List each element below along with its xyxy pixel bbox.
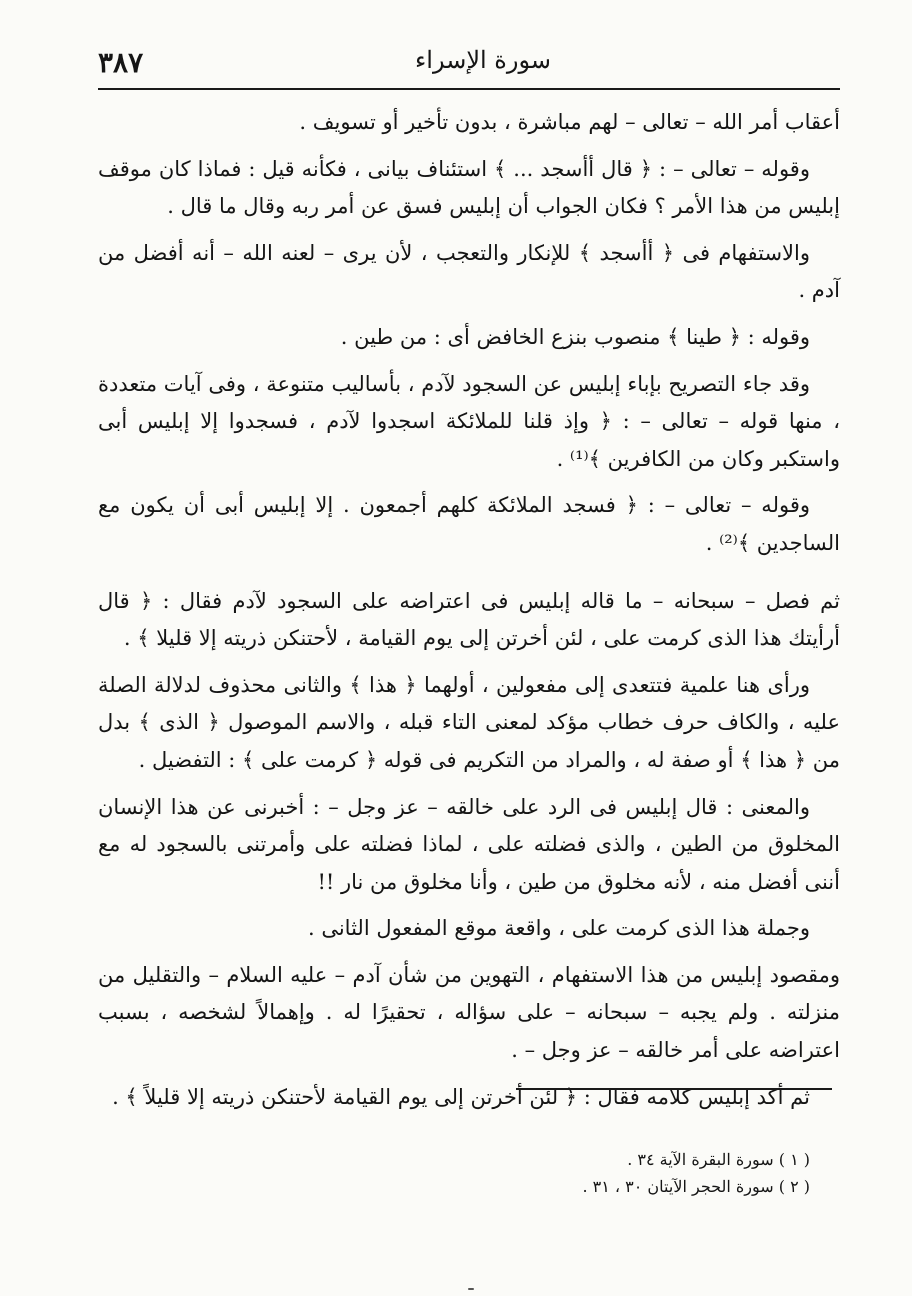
paragraph: أعقاب أمر الله – تعالى – لهم مباشرة ، بدون تأخير أو تسويف . — [299, 110, 840, 134]
page-number: ٣٨٧ — [98, 46, 144, 79]
paragraph: وقوله : ﴿ طينا ﴾ منصوب بنزع الخافض أى : من طين . — [340, 324, 810, 349]
footnote: ( ١ ) سورة البقرة الآية ٣٤ . — [627, 1150, 810, 1169]
body-text — [98, 104, 840, 1125]
paragraph: ثم فصل – سبحانه – ما قاله إبليس فى اعتراضه على السجود لآدم فقال : ﴿ قال أرأيتك هذا الذى كرمت على ، لئن أخرتن إلى يوم القيامة ، لأحتنكن ذريته إلا قليلا ﴾ . — [98, 588, 840, 651]
paragraph: ورأى هنا علمية فتتعدى إلى مفعولين ، أولهما ﴿ هذا ﴾ والثانى محذوف لدلالة الصلة عليه ، والكاف حرف خطاب مؤكد لمعنى التاء قبله ، والاسم الموصول ﴿ الذى ﴾ بدل من ﴿ هذا ﴾ أو صفة له ، والمراد من التكريم فى قوله ﴿ كرمت على ﴾ : التفضيل . — [98, 672, 840, 772]
paragraph: وجملة هذا الذى كرمت على ، واقعة موقع المفعول الثانى . — [307, 916, 810, 941]
footnote-divider — [516, 1088, 832, 1090]
print-speck — [468, 1288, 474, 1290]
paragraph: وقوله – تعالى – : ﴿ قال أأسجد ... ﴾ استئناف بيانى ، فكأنه قيل : فماذا كان موقف إبليس من هذا الأمر ؟ فكان الجواب أن إبليس فسق عن أمر ربه وقال ما قال . — [98, 156, 840, 219]
paragraph: والمعنى : قال إبليس فى الرد على خالقه – عز وجل – : أخبرنى عن هذا الإنسان المخلوق من الطين ، والذى فضلته على ، لماذا فضلته على وأمرتنى بالسجود له مع أننى أفضل منه ، لأنه مخلوق من طين ، وأنا مخلوق من نار !! — [98, 794, 840, 894]
page-header — [98, 38, 840, 90]
footnotes — [460, 1146, 810, 1200]
paragraph: ثم أكد إبليس كلامه فقال : ﴿ لئن أخرتن إلى يوم القيامة لأحتنكن ذريته إلا قليلاً ﴾ . — [112, 1084, 810, 1109]
footnote: ( ٢ ) سورة الحجر الآيتان ٣٠ ، ٣١ . — [582, 1177, 810, 1196]
paragraph: وقد جاء التصريح بإباء إبليس عن السجود لآدم ، بأساليب متنوعة ، وفى آيات متعددة ، منها قوله – تعالى – : ﴿ وإذ قلنا للملائكة اسجدوا لآدم ، فسجدوا إلا إبليس أبى واستكبر وكان من الكافرين ﴾⁽¹⁾ . — [98, 371, 840, 471]
paragraph: ومقصود إبليس من هذا الاستفهام ، التهوين من شأن آدم – عليه السلام – والتقليل من منزلته . ولم يجبه – سبحانه – على سؤاله ، تحقيرًا له . وإهمالاً لشخصه ، بسبب اعتراضه على أمر خالقه – عز وجل – . — [98, 962, 840, 1063]
paragraph: وقوله – تعالى – : ﴿ فسجد الملائكة كلهم أجمعون . إلا إبليس أبى أن يكون مع الساجدين ﴾⁽²⁾ . — [98, 493, 840, 555]
running-title: سورة الإسراء — [415, 46, 551, 74]
paragraph: والاستفهام فى ﴿ أأسجد ﴾ للإنكار والتعجب ، لأن يرى – لعنه الله – أنه أفضل من آدم . — [98, 240, 840, 303]
